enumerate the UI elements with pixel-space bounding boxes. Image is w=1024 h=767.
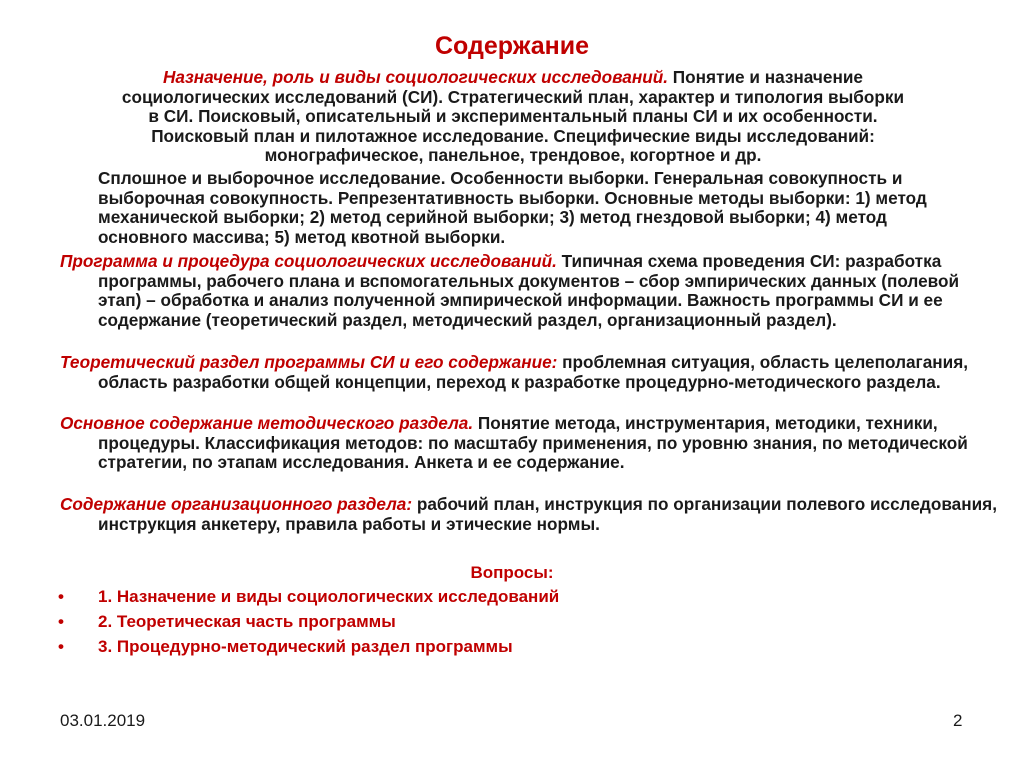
paragraph-sampling [98,169,950,247]
paragraph-program-heading: Программа и процедура социологических исследований. [60,251,557,271]
question-text-2: 2. Теоретическая часть программы [98,612,396,631]
paragraph-purpose-heading: Назначение, роль и виды социологических исследований. [163,67,669,87]
paragraph-program-text: Типичная схема проведения СИ: разработка программы, рабочего плана и вспомогательных документов – сбор эмпирических данных (полевой этап) – обработка и анализ полученной эмпирической информации. Важность программы СИ и ее содержание (теоретический раздел, методический раздел, организационный раздел). [98,251,960,330]
paragraph-program [60,252,998,330]
paragraph-organizational-text: рабочий план, инструкция по организации полевого исследования, инструкция анкетеру, правила работы и этические нормы. [98,494,997,534]
paragraph-methodical-heading: Основное содержание методического раздела. [60,413,474,433]
paragraph-purpose-text: Понятие и назначение социологических исследований (СИ). Стратегический план, характер и типология выборки в СИ. Поисковый, описательный и экспериментальный планы СИ и их особенности. Поисковый план и пилотажное исследование. Специфические виды исследований: монографическое, панельное, трендовое, когортное и др. [121,67,905,166]
paragraph-methodical [60,414,998,473]
question-text-3: 3. Процедурно-методический раздел программы [98,637,513,656]
paragraph-theoretical-text: проблемная ситуация, область целеполагания, область разработки общей концепции, переход к разработке процедурно-методического раздела. [98,352,969,392]
paragraph-methodical-text: Понятие метода, инструментария, методики, техники, процедуры. Классификация методов: по масштабу применения, по уровню знания, по методической стратегии, по этапам исследования. Анкета и ее содержание. [98,413,968,473]
question-item-3 [58,637,513,657]
paragraph-organizational-heading: Содержание организационного раздела: [60,494,413,514]
paragraph-organizational [60,495,998,534]
question-item-2 [58,612,396,632]
footer-page-number: 2 [953,711,963,730]
footer-date: 03.01.2019 [60,711,146,730]
bullet-icon: • [58,637,64,656]
bullet-icon: • [58,612,64,631]
question-text-1: 1. Назначение и виды социологических исследований [98,587,560,606]
slide-title: Содержание [434,32,590,60]
paragraph-sampling-text: Сплошное и выборочное исследование. Особенности выборки. Генеральная совокупность и выборочная совокупность. Репрезентативность выборки. Основные методы выборки: 1) метод механической выборки; 2) метод серийной выборки; 3) метод гнездовой выборки; 4) метод основного массива; 5) метод квотной выборки. [98,168,927,247]
questions-title: Вопросы: [470,563,554,582]
paragraph-theoretical-heading: Теоретический раздел программы СИ и его содержание: [60,352,558,372]
paragraph-theoretical [60,353,998,392]
bullet-icon: • [58,587,64,606]
paragraph-purpose [118,68,908,166]
question-item-1 [58,587,559,607]
